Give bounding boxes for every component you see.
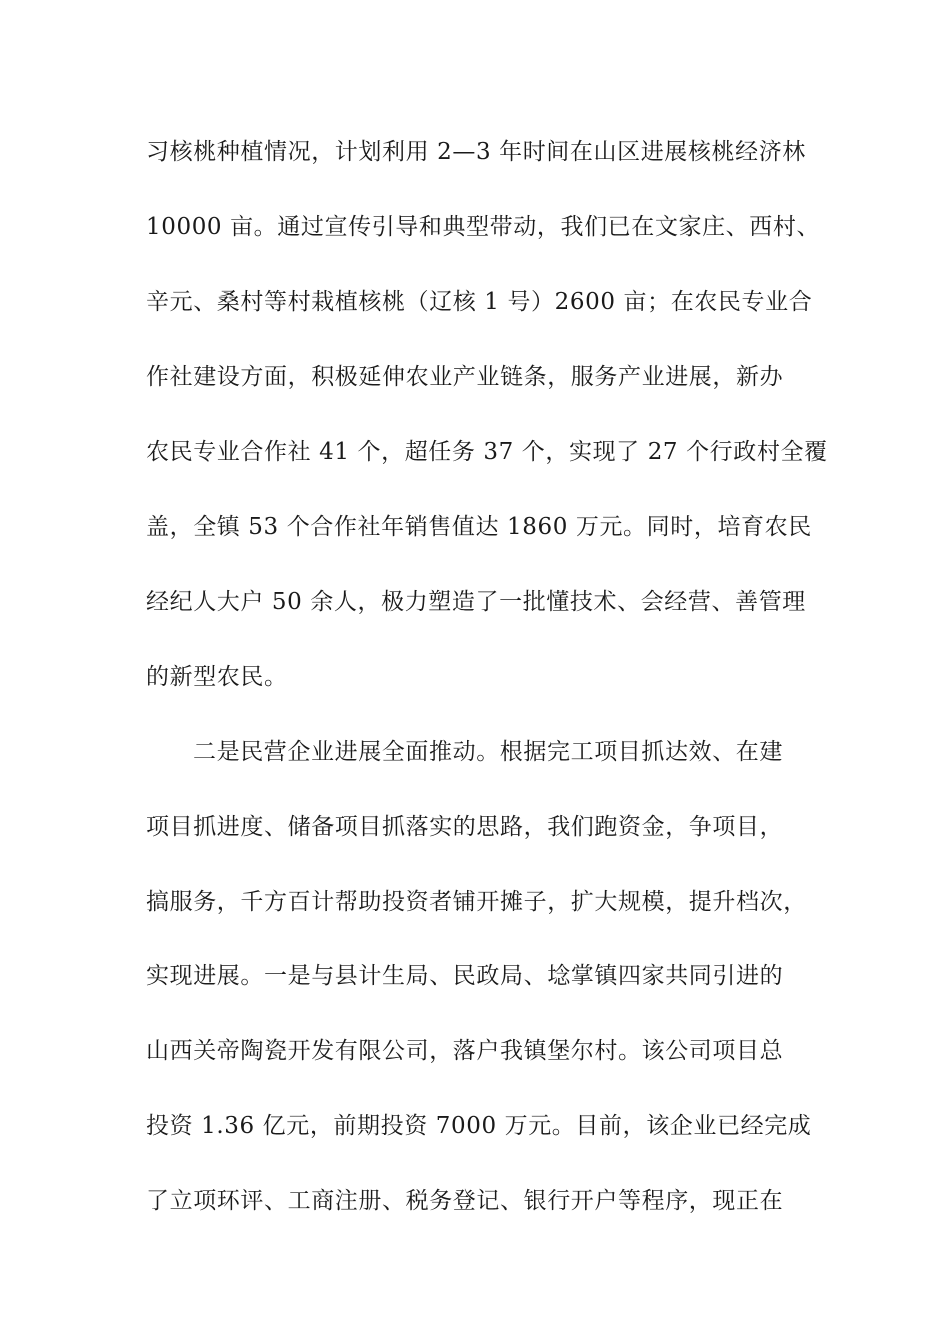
- text-line: 作社建设方面，积极延伸农业产业链条，服务产业进展，新办: [146, 364, 784, 390]
- text-line: 10000 亩。通过宣传引导和典型带动，我们已在文家庄、西村、: [146, 214, 821, 240]
- text-line: 实现进展。一是与县计生局、民政局、埝掌镇四家共同引进的: [146, 963, 784, 989]
- text-line: 辛元、桑村等村栽植核桃（辽核 1 号）2600 亩；在农民专业合: [146, 289, 813, 315]
- text-line: 的新型农民。: [146, 664, 288, 690]
- paragraph-first-line: 二是民营企业进展全面推动。根据完工项目抓达效、在建: [193, 739, 783, 765]
- text-line: 投资 1.36 亿元，前期投资 7000 万元。目前，该企业已经完成: [146, 1113, 812, 1139]
- text-line: 盖，全镇 53 个合作社年销售值达 1860 万元。同时，培育农民: [146, 514, 812, 540]
- text-line: 经纪人大户 50 余人，极力塑造了一批懂技术、会经营、善管理: [146, 589, 806, 615]
- text-line: 项目抓进度、储备项目抓落实的思路，我们跑资金，争项目，: [146, 814, 784, 840]
- text-line: 了立项环评、工商注册、税务登记、银行开户等程序，现正在: [146, 1188, 784, 1214]
- text-line: 农民专业合作社 41 个，超任务 37 个，实现了 27 个行政村全覆: [146, 439, 828, 465]
- text-line: 习核桃种植情况，计划利用 2—3 年时间在山区进展核桃经济林: [146, 139, 806, 165]
- text-line: 山西关帝陶瓷开发有限公司，落户我镇堡尔村。该公司项目总: [146, 1038, 784, 1064]
- text-line: 搞服务，千方百计帮助投资者铺开摊子，扩大规模，提升档次，: [146, 889, 807, 915]
